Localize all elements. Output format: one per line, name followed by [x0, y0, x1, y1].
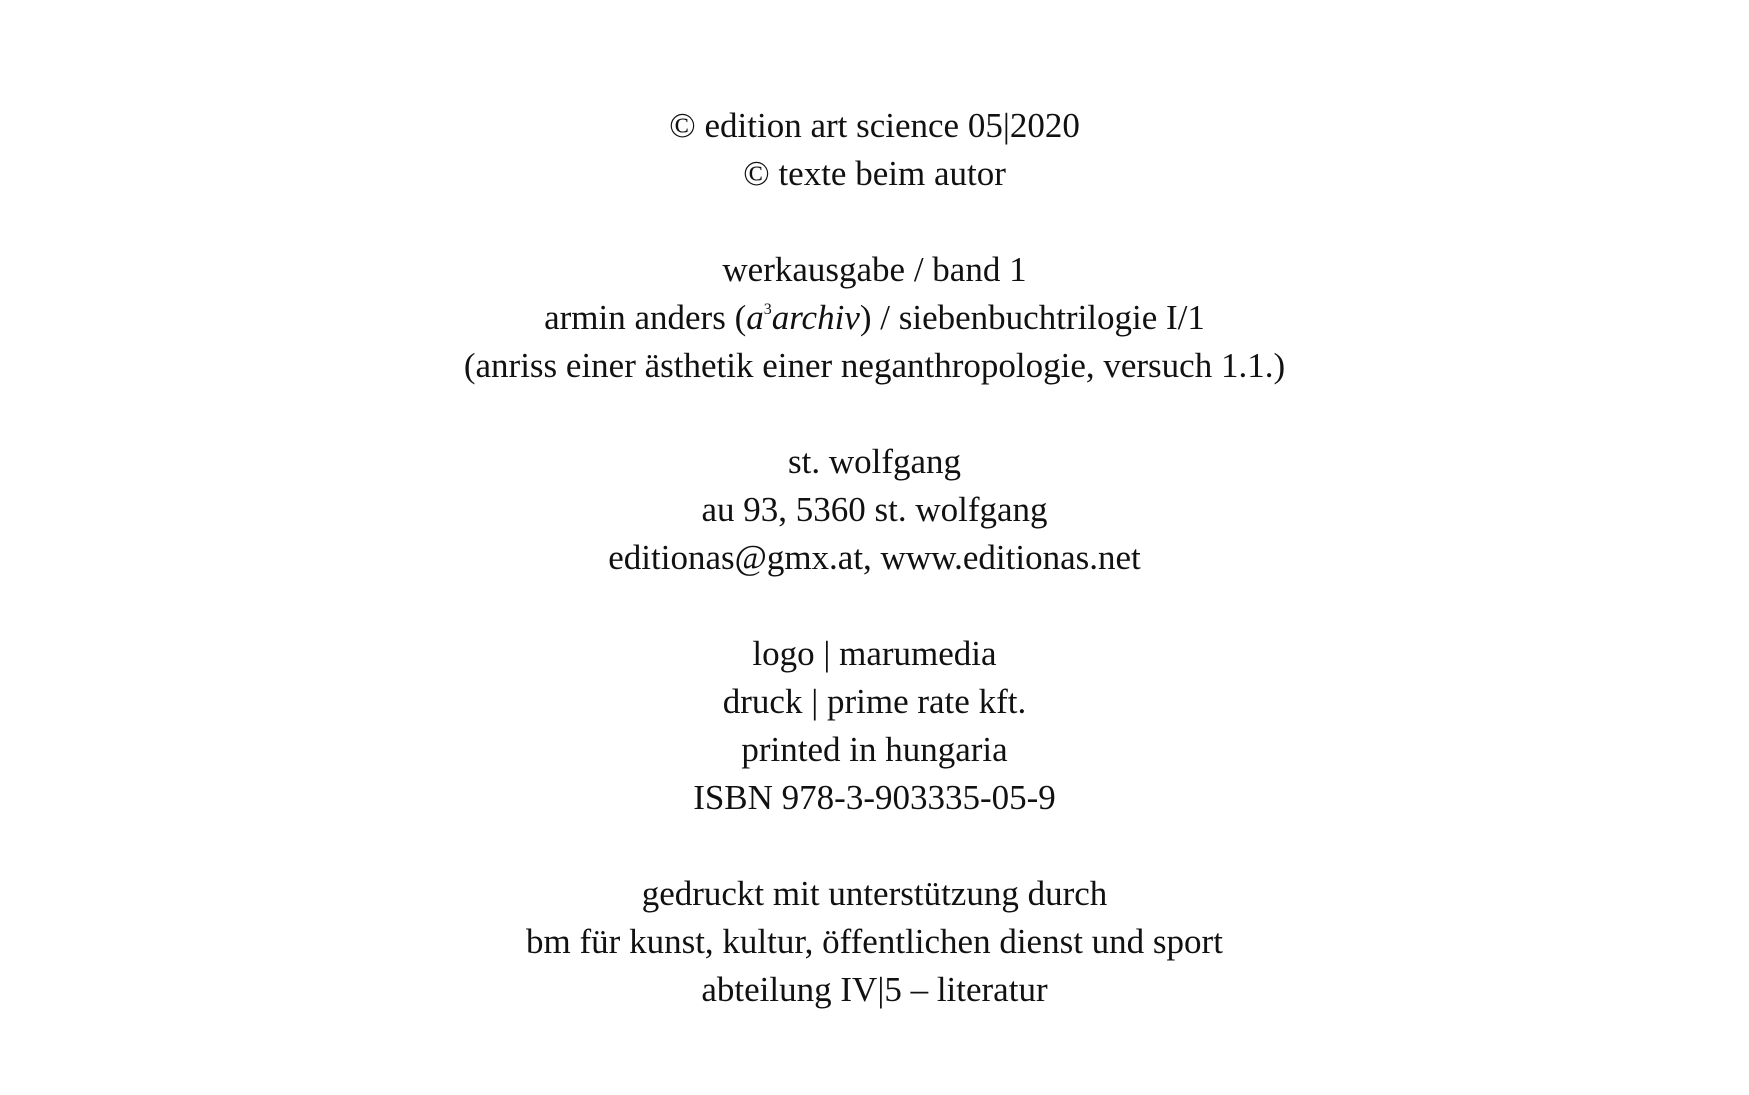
support-block: [0, 870, 1749, 1014]
support-ministry: bm für kunst, kultur, öffentlichen dienst und sport: [526, 922, 1223, 961]
work-subtitle: (anriss einer ästhetik einer neganthropologie, versuch 1.1.): [463, 346, 1286, 385]
copyright-texts: © texte beim autor: [743, 154, 1006, 193]
author-prefix: armin anders (: [544, 298, 747, 337]
support-department: abteilung IV|5 – literatur: [701, 970, 1048, 1009]
publisher-contact: editionas@gmx.at, www.editionas.net: [608, 538, 1141, 577]
work-author-line: [0, 294, 1749, 342]
archive-letter: a: [746, 298, 764, 337]
publisher-address: au 93, 5360 st. wolfgang: [701, 490, 1048, 529]
support-intro: gedruckt mit unterstützung durch: [641, 874, 1108, 913]
production-printed-in: printed in hungaria: [741, 730, 1008, 769]
work-block: [0, 246, 1749, 390]
author-suffix: ) / siebenbuchtrilogie I/1: [859, 298, 1205, 337]
publisher-block: [0, 438, 1749, 582]
work-edition: werkausgabe / band 1: [722, 250, 1027, 289]
archive-word: archiv: [771, 298, 860, 337]
archive-superscript: 3: [763, 301, 772, 319]
production-isbn: ISBN 978-3-903335-05-9: [693, 778, 1056, 817]
copyright-block: [0, 102, 1749, 198]
production-logo: logo | marumedia: [752, 634, 997, 673]
publisher-place: st. wolfgang: [787, 442, 962, 481]
copyright-edition: © edition art science 05|2020: [669, 106, 1080, 145]
imprint-page: [0, 102, 1749, 1014]
production-print: druck | prime rate kft.: [722, 682, 1027, 721]
production-block: [0, 630, 1749, 822]
